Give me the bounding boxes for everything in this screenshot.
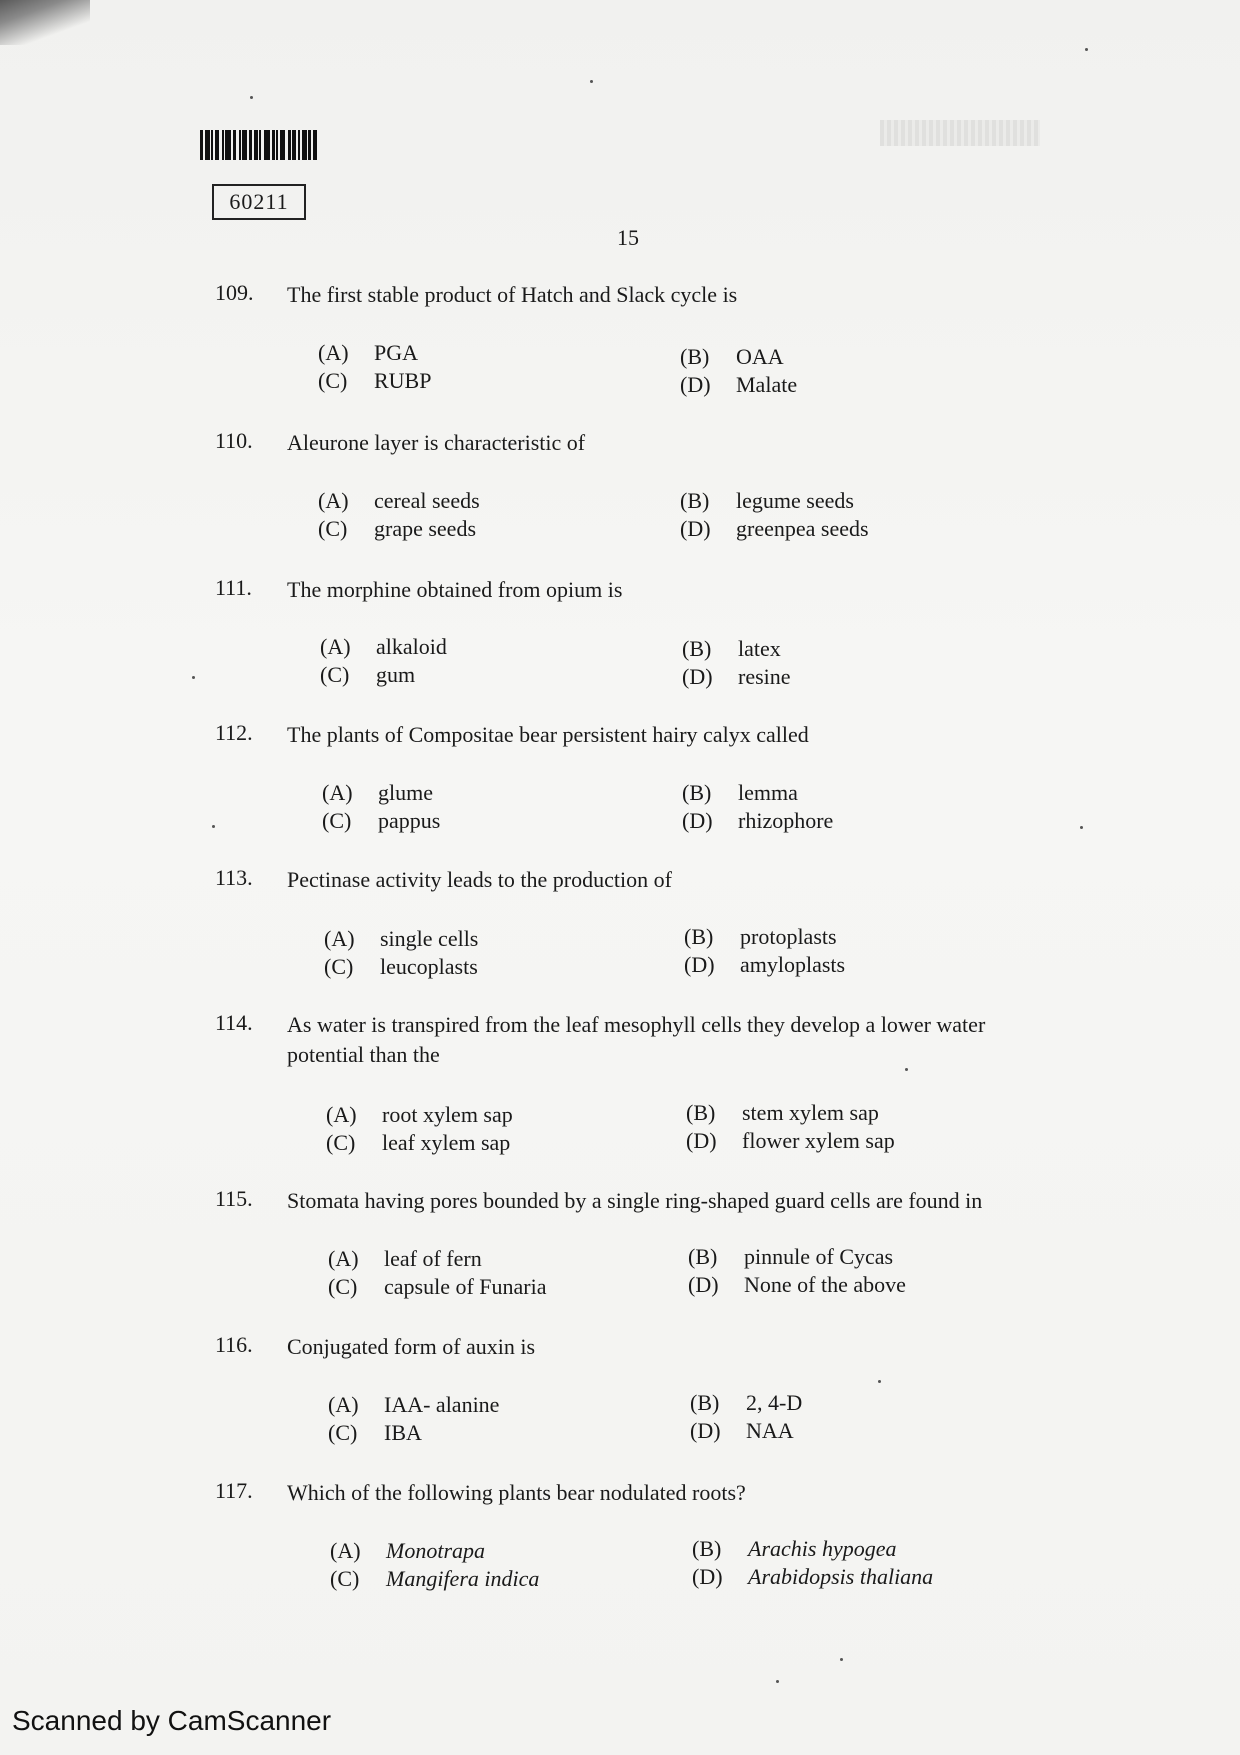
question-text: As water is transpired from the leaf mesophyll cells they develop a lower water potential than the: [287, 1012, 986, 1067]
scan-speck: [776, 1680, 779, 1683]
question-number: 109.: [215, 280, 254, 305]
question-number: 115.: [215, 1186, 253, 1211]
option-c: (C) Mangifera indica: [330, 1566, 540, 1591]
option-c: (C) grape seeds: [318, 516, 477, 541]
question-text: Stomata having pores bounded by a single ring-shaped guard cells are found in: [287, 1188, 983, 1213]
question-number: 113.: [215, 865, 253, 890]
question-text: Aleurone layer is characteristic of: [287, 430, 586, 455]
option-b: (B) 2, 4-D: [690, 1390, 803, 1415]
scan-corner-shadow: [0, 0, 90, 45]
scan-speck: [250, 96, 253, 99]
scan-speck: [840, 1658, 843, 1661]
option-c: (C) gum: [320, 662, 416, 687]
option-b: (B) protoplasts: [684, 924, 837, 949]
option-c: (C) IBA: [328, 1420, 422, 1445]
question-text: Conjugated form of auxin is: [287, 1334, 536, 1359]
scan-speck: [192, 676, 195, 679]
option-a: (A) root xylem sap: [326, 1102, 513, 1127]
question-number: 116.: [215, 1332, 253, 1357]
question-number: 112.: [215, 720, 253, 745]
option-a: (A) glume: [322, 780, 433, 805]
option-a: (A) single cells: [324, 926, 479, 951]
question-number: 111.: [215, 575, 252, 600]
barcode: [200, 130, 360, 160]
scanner-watermark: Scanned by CamScanner: [12, 1705, 332, 1736]
option-a: (A) leaf of fern: [328, 1246, 482, 1271]
question-text: The first stable product of Hatch and Slack cycle is: [287, 282, 738, 307]
page-number: 15: [617, 225, 639, 250]
question-text: The plants of Compositae bear persistent hairy calyx called: [287, 722, 809, 747]
option-a: (A) IAA- alanine: [328, 1392, 500, 1417]
option-a: (A) Monotrapa: [330, 1538, 485, 1563]
option-a: (A) cereal seeds: [318, 488, 480, 513]
option-b: (B) Arachis hypogea: [692, 1536, 897, 1561]
scan-speck: [590, 80, 593, 83]
option-d: (D) None of the above: [688, 1272, 906, 1297]
option-c: (C) capsule of Funaria: [328, 1274, 547, 1299]
exam-code-box: 60211: [212, 184, 306, 220]
option-a: (A) alkaloid: [320, 634, 447, 659]
option-c: (C) RUBP: [318, 368, 432, 393]
question-number: 114.: [215, 1010, 253, 1035]
option-d: (D) resine: [682, 664, 791, 689]
option-d: (D) Arabidopsis thaliana: [692, 1564, 934, 1589]
option-d: (D) Malate: [680, 372, 798, 397]
scan-speck: [1085, 48, 1088, 51]
option-b: (B) pinnule of Cycas: [688, 1244, 894, 1269]
option-b: (B) OAA: [680, 344, 784, 369]
option-c: (C) leucoplasts: [324, 954, 478, 979]
option-a: (A) PGA: [318, 340, 419, 365]
faint-bleed-through-logo: [880, 120, 1040, 146]
question-number: 110.: [215, 428, 253, 453]
option-d: (D) rhizophore: [682, 808, 834, 833]
question-text: Which of the following plants bear nodulated roots?: [287, 1480, 746, 1505]
option-c: (C) leaf xylem sap: [326, 1130, 511, 1155]
option-b: (B) latex: [682, 636, 781, 661]
option-c: (C) pappus: [322, 808, 441, 833]
option-d: (D) flower xylem sap: [686, 1128, 895, 1153]
scan-speck: [905, 1068, 908, 1071]
scan-speck: [1080, 826, 1083, 829]
option-b: (B) stem xylem sap: [686, 1100, 879, 1125]
question-text: The morphine obtained from opium is: [287, 577, 623, 602]
option-d: (D) amyloplasts: [684, 952, 846, 977]
scan-speck: [212, 825, 215, 828]
option-b: (B) legume seeds: [680, 488, 854, 513]
option-b: (B) lemma: [682, 780, 798, 805]
option-d: (D) NAA: [690, 1418, 794, 1443]
scan-speck: [878, 1380, 881, 1383]
question-text: Pectinase activity leads to the production of: [287, 867, 672, 892]
option-d: (D) greenpea seeds: [680, 516, 869, 541]
question-number: 117.: [215, 1478, 253, 1503]
